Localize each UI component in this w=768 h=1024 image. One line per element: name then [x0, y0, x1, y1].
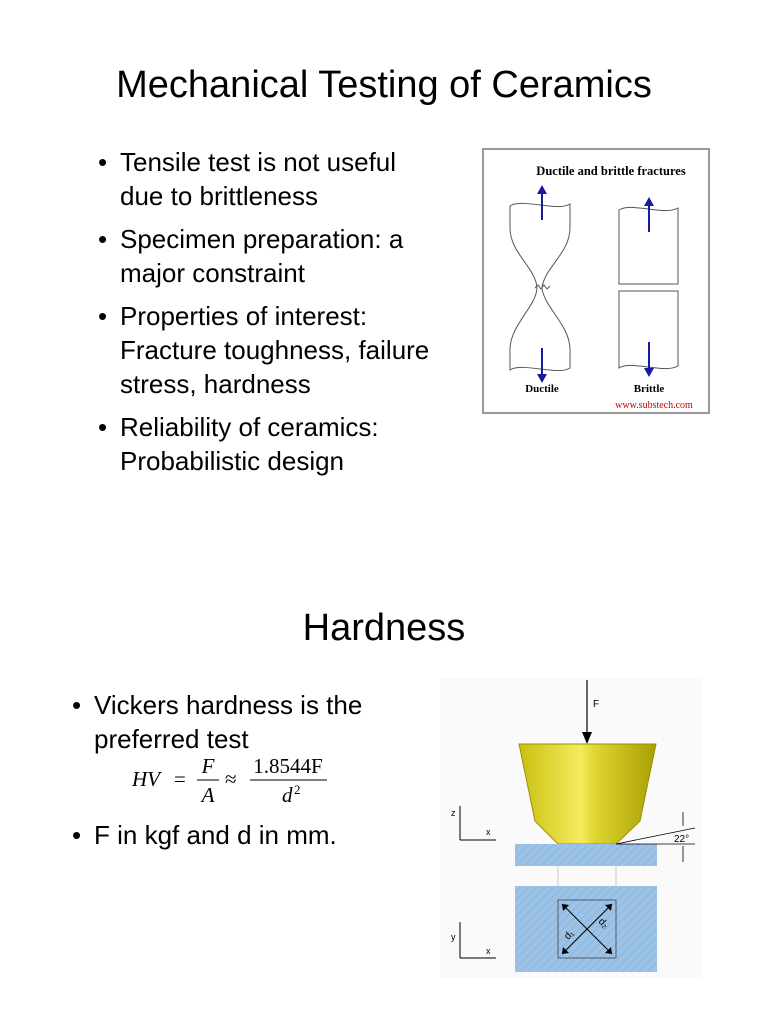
figure-credit: www.substech.com	[615, 400, 693, 411]
bullet-item	[96, 145, 476, 213]
formula-num-f: F	[201, 754, 215, 778]
force-label: F	[593, 699, 600, 710]
axis-y-label: y	[451, 932, 456, 942]
specimen-section	[515, 844, 657, 866]
axis-z-label: z	[451, 808, 456, 818]
bullet-item	[70, 818, 440, 852]
bullet-line: Fracture toughness, failure	[120, 335, 430, 365]
specimen-plan-view	[515, 886, 657, 972]
formula-den-d: d	[282, 783, 293, 807]
bullet-line: • Reliability of ceramics:	[120, 412, 379, 442]
bullet-line: • Tensile test is not useful	[120, 147, 397, 177]
bullet-item	[96, 299, 476, 401]
vickers-formula	[130, 752, 340, 808]
brittle-label: Brittle	[633, 383, 665, 395]
angle-label: 22°	[674, 834, 690, 845]
bullet-line: due to brittleness	[120, 181, 319, 211]
bullet-line: stress, hardness	[120, 369, 311, 399]
formula-equals: =	[174, 767, 186, 791]
d1-label: d₁	[562, 928, 577, 943]
slide1-bullet-list	[96, 145, 476, 487]
formula-approx: ≈	[225, 767, 237, 791]
bullet-line: preferred test	[94, 724, 249, 754]
vickers-indenter-figure	[440, 678, 702, 978]
d2-label: d₂	[595, 916, 611, 931]
axis-x-lower-label: x	[486, 946, 491, 956]
bullet-line: major constraint	[120, 258, 305, 288]
bullet-item	[96, 410, 476, 478]
fracture-figure	[482, 148, 710, 414]
formula-num-coef: 1.8544F	[253, 754, 323, 778]
bullet-line: Probabilistic design	[120, 446, 345, 476]
slide2-title: Hardness	[302, 607, 466, 649]
formula-hv: HV	[132, 767, 160, 791]
bullet-item	[70, 688, 440, 756]
bullet-line: • Vickers hardness is the	[94, 690, 363, 720]
formula-den-exp: 2	[294, 782, 301, 797]
slide1-title: Mechanical Testing of Ceramics	[116, 64, 652, 106]
formula-den-a: A	[201, 783, 215, 807]
ductile-label: Ductile	[525, 383, 559, 395]
axis-x-label: x	[486, 827, 491, 837]
bullet-line: • Properties of interest:	[120, 301, 368, 331]
bullet-line: • F in kgf and d in mm.	[94, 820, 337, 850]
bullet-line: • Specimen preparation: a	[120, 224, 404, 254]
fracture-figure-title: Ductile and brittle fractures	[536, 164, 686, 178]
bullet-item	[96, 222, 476, 290]
